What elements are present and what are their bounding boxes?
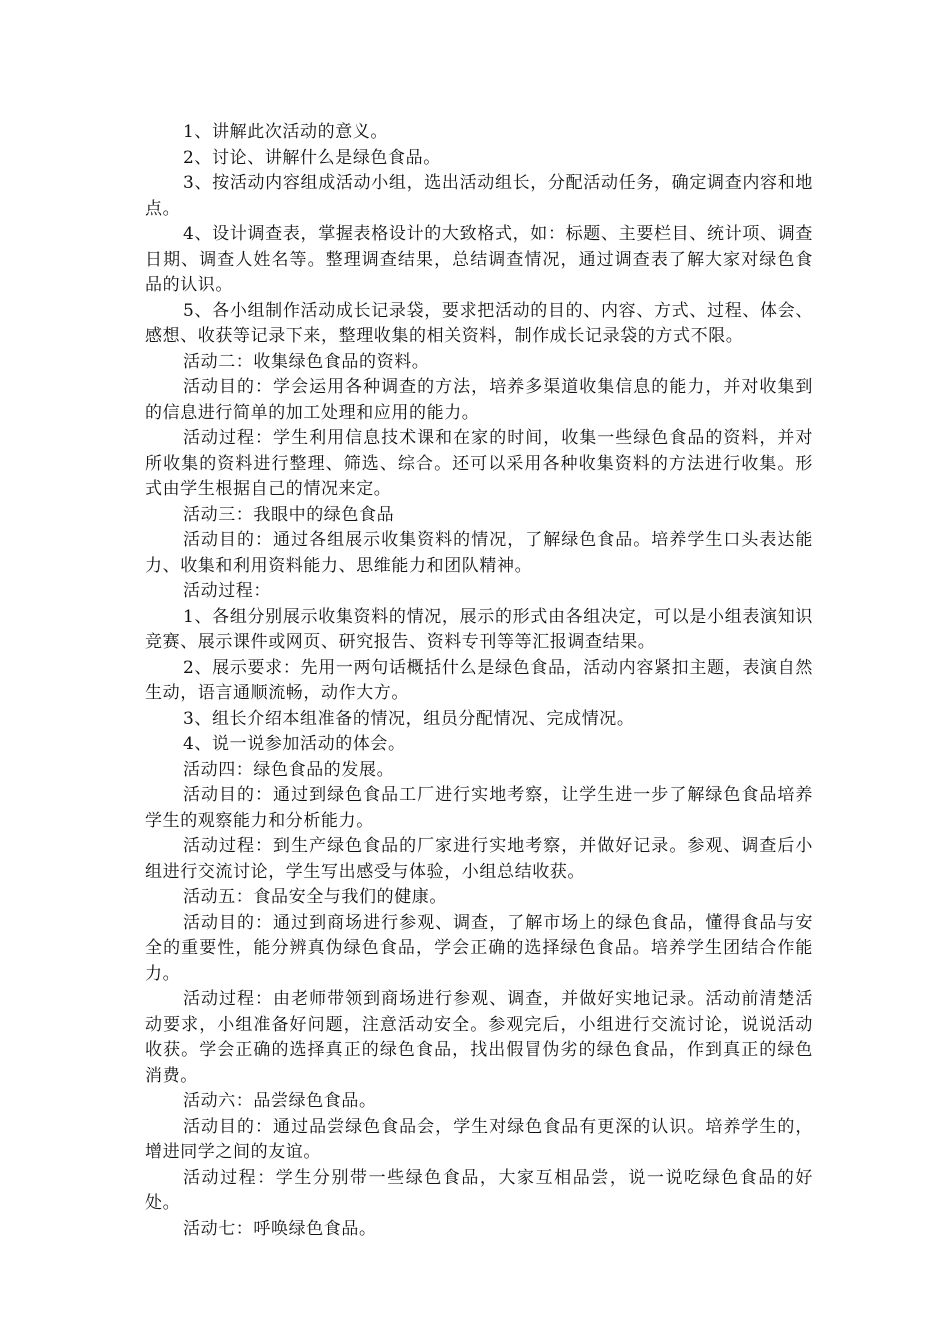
activity-4-heading: 活动四：绿色食品的发展。 <box>183 759 395 780</box>
activity-6-heading: 活动六：品尝绿色食品。 <box>183 1091 377 1111</box>
paragraph-step-2: 2、讨论、讲解什么是绿色食品。 <box>183 147 441 168</box>
activity-4-process: 活动过程：到生产绿色食品的厂家进行实地考察，并做好记录。参观、调查后小组进行交流讨论，学生写出感受与体验，小组总结收获。 <box>145 836 813 882</box>
activity-2-process: 活动过程：学生利用信息技术课和在家的时间，收集一些绿色食品的资料，并对所收集的资料进行整理、筛选、综合。还可以采用各种收集资料的方法进行收集。形式由学生根据自己的情况来定。 <box>145 428 813 499</box>
activity-7-heading: 活动七：呼唤绿色食品。 <box>183 1218 377 1239</box>
activity-3-step-3: 3、组长介绍本组准备的情况，组员分配情况、完成情况。 <box>183 708 635 729</box>
activity-2-heading: 活动二：收集绿色食品的资料。 <box>183 351 430 372</box>
paragraph-step-5: 5、各小组制作活动成长记录袋，要求把活动的目的、内容、方式、过程、体会、感想、收获等记录下来，整理收集的相关资料，制作成长记录袋的方式不限。 <box>145 300 813 346</box>
paragraph-step-4: 4、设计调查表，掌握表格设计的大致格式，如：标题、主要栏目、统计项、调查日期、调查人姓名等。整理调查结果，总结调查情况，通过调查表了解大家对绿色食品的认识。 <box>145 224 813 295</box>
activity-5-process: 活动过程：由老师带领到商场进行参观、调查，并做好实地记录。活动前清楚活动要求，小组准备好问题，注意活动安全。参观完后，小组进行交流讨论，说说活动收获。学会正确的选择真正的绿色食品，找出假冒伪劣的绿色食品，作到真正的绿色消费。 <box>145 989 813 1086</box>
activity-3-heading: 活动三：我眼中的绿色食品 <box>183 504 395 525</box>
paragraph-step-3: 3、按活动内容组成活动小组，选出活动组长，分配活动任务，确定调查内容和地点。 <box>145 173 813 219</box>
activity-6-process: 活动过程：学生分别带一些绿色食品，大家互相品尝，说一说吃绿色食品的好处。 <box>145 1167 813 1213</box>
activity-3-step-4: 4、说一说参加活动的体会。 <box>183 734 406 754</box>
document-body <box>145 120 813 1242</box>
activity-3-step-1: 1、各组分别展示收集资料的情况，展示的形式由各组决定，可以是小组表演知识竞赛、展示课件或网页、研究报告、资料专刊等等汇报调查结果。 <box>145 606 813 652</box>
activity-3-goal: 活动目的：通过各组展示收集资料的情况，了解绿色食品。培养学生口头表达能力、收集和利用资料能力、思维能力和团队精神。 <box>145 530 813 576</box>
activity-6-goal: 活动目的：通过品尝绿色食品会，学生对绿色食品有更深的认识。培养学生的，增进同学之间的友谊。 <box>145 1116 813 1162</box>
activity-3-step-2: 2、展示要求：先用一两句话概括什么是绿色食品，活动内容紧扣主题，表演自然生动，语言通顺流畅，动作大方。 <box>145 657 813 703</box>
activity-5-goal: 活动目的：通过到商场进行参观、调查，了解市场上的绿色食品，懂得食品与安全的重要性，能分辨真伪绿色食品，学会正确的选择绿色食品。培养学生团结合作能力。 <box>145 912 813 984</box>
activity-5-heading: 活动五：食品安全与我们的健康。 <box>183 887 447 907</box>
activity-4-goal: 活动目的：通过到绿色食品工厂进行实地考察，让学生进一步了解绿色食品培养学生的观察能力和分析能力。 <box>145 785 813 831</box>
paragraph-step-1: 1、讲解此次活动的意义。 <box>183 122 389 142</box>
activity-2-goal: 活动目的：学会运用各种调查的方法，培养多渠道收集信息的能力，并对收集到的信息进行简单的加工处理和应用的能力。 <box>145 377 813 423</box>
activity-3-process-label: 活动过程： <box>183 581 271 601</box>
